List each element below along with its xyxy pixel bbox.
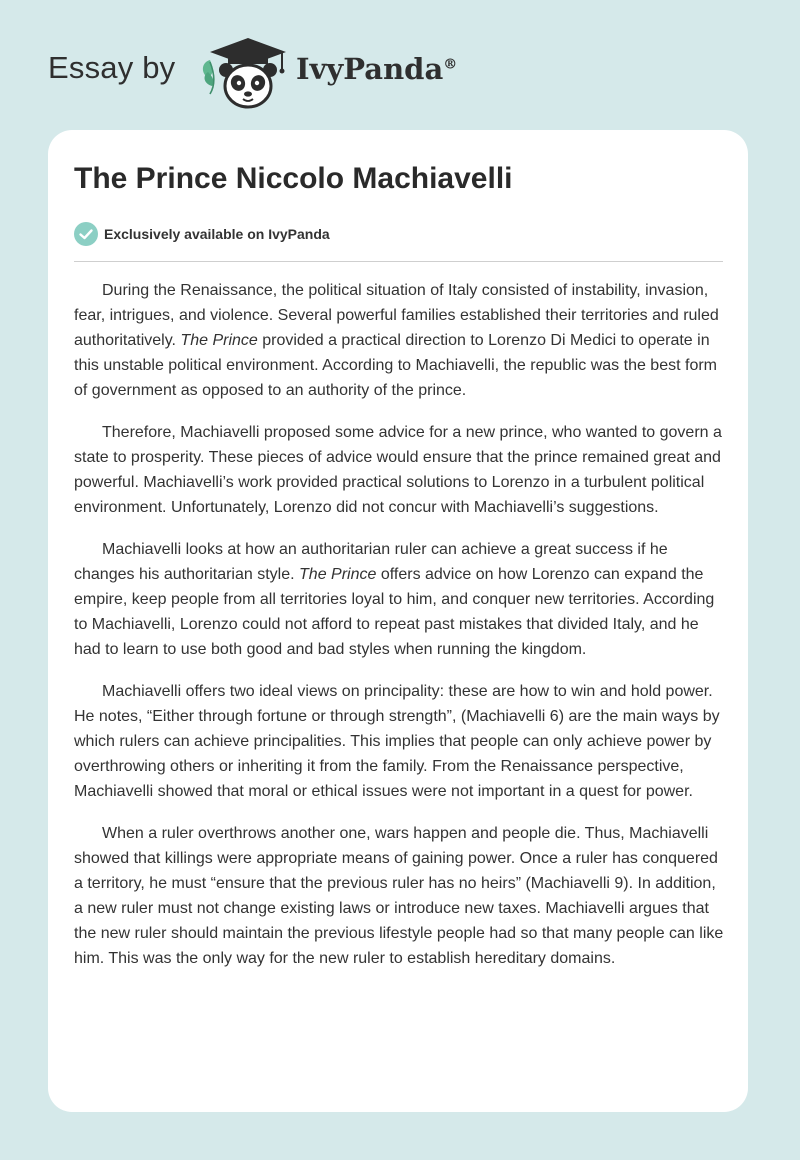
essay-card bbox=[48, 130, 748, 1112]
paragraph-text: When a ruler overthrows another one, wars happen and people die. Thus, Machiavelli showed that killings were appropriate means of gaining power. Once a ruler has conquered a territory, he must “ensure that the previous ruler has no heirs” (Machiavelli 9). In addition, a new ruler must not change existing laws or introduce new taxes. Machiavelli argues that the new ruler should maintain the previous lifestyle people had so that many people can like him. This was the only way for the new ruler to establish hereditary domains. bbox=[74, 825, 724, 967]
book-title: The Prince bbox=[299, 566, 377, 583]
paragraph bbox=[74, 420, 726, 520]
paragraph bbox=[74, 679, 726, 804]
site-header bbox=[0, 0, 800, 130]
paragraph-text: Machiavelli offers two ideal views on principality: these are how to win and hold power. He notes, “Either through fortune or through strength”, (Machiavelli 6) are the main ways by which rulers can achieve principalities. This implies that people can only achieve power by overthrowing others or inheriting it from the family. From the Renaissance perspective, Machiavelli showed that moral or ethical issues were not important in a quest for power. bbox=[74, 683, 720, 800]
exclusive-badge bbox=[74, 222, 330, 246]
registered-mark: ® bbox=[443, 56, 458, 73]
essay-by-label: Essay by bbox=[48, 50, 176, 85]
paragraph-text: During the Renaissance, the political situation of Italy consisted of instability, invasion, fear, intrigues, and violence. Several powerful families established their territories and ruled authoritatively. bbox=[74, 282, 719, 349]
paragraph bbox=[74, 821, 726, 971]
paragraph-text: Therefore, Machiavelli proposed some advice for a new prince, who wanted to govern a state to prosperity. These pieces of advice would ensure that the prince remained great and powerful. Machiavelli’s work provided practical solutions to Lorenzo in a turbulent political environment. Unfortunately, Lorenzo did not concur with Machiavelli’s suggestions. bbox=[74, 424, 722, 516]
paragraph-text: Machiavelli looks at how an authoritarian ruler can achieve a great success if he changes his authoritarian style. bbox=[74, 541, 668, 583]
essay-body bbox=[74, 278, 726, 988]
panda-graduate-icon bbox=[198, 36, 294, 112]
essay-title: The Prince Niccolo Machiavelli bbox=[74, 162, 513, 195]
exclusive-badge-text: Exclusively available on IvyPanda bbox=[104, 226, 330, 242]
brand-text: IvyPanda bbox=[296, 52, 444, 86]
paragraph-text: offers advice on how Lorenzo can expand the empire, keep people from all territories loyal to him, and conquer new territories. According to Machiavelli, Lorenzo could not afford to repeat past mistakes that divided Italy, and he had to learn to use both good and bad styles when running the kingdom. bbox=[74, 566, 715, 658]
paragraph bbox=[74, 278, 726, 403]
title-divider bbox=[74, 261, 723, 262]
paragraph bbox=[74, 537, 726, 662]
book-title: The Prince bbox=[180, 332, 258, 349]
paragraph-text: provided a practical direction to Lorenzo Di Medici to operate in this unstable political environment. According to Machiavelli, the republic was the best form of government as opposed to an authority of the prince. bbox=[74, 332, 717, 399]
check-circle-icon bbox=[74, 222, 98, 246]
brand-name[interactable] bbox=[296, 52, 457, 86]
